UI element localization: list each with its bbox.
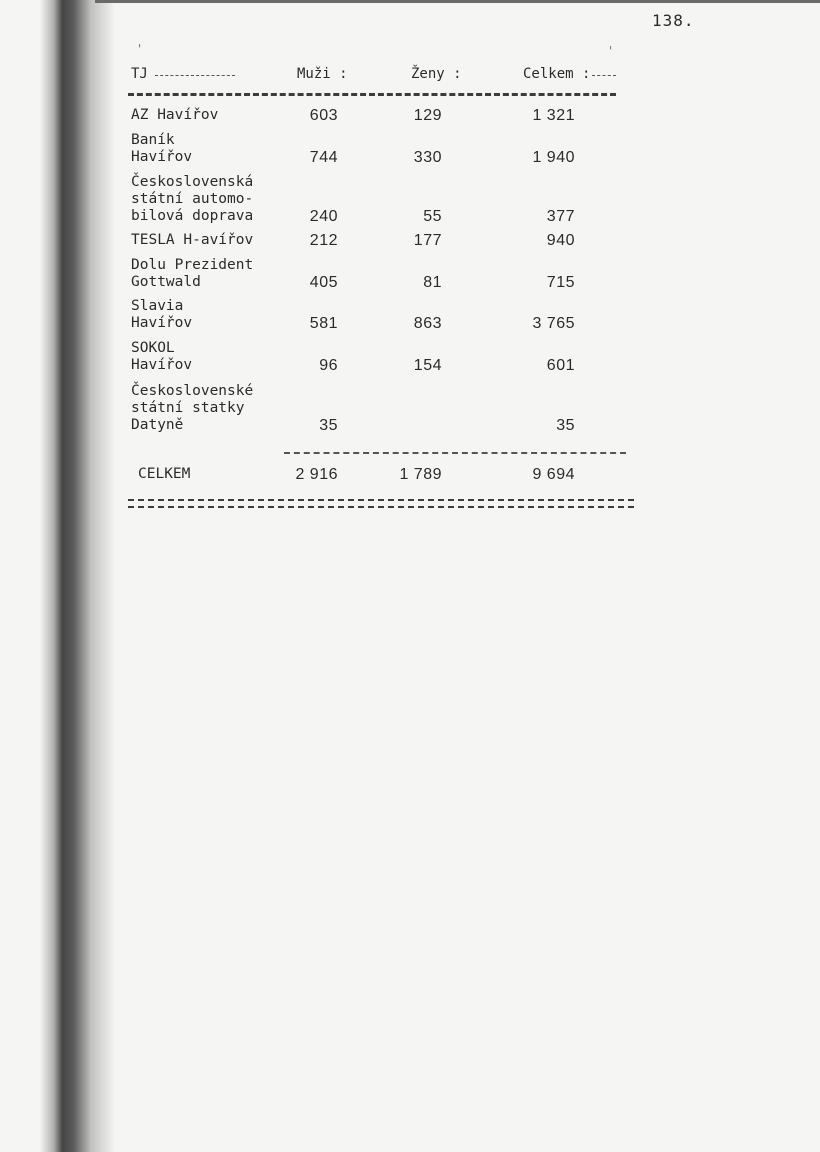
row-celkem: 35 bbox=[556, 417, 575, 434]
row-celkem: 1 940 bbox=[532, 149, 575, 166]
row-celkem: 940 bbox=[546, 232, 575, 249]
header-rule bbox=[128, 93, 616, 96]
row-zeny: 81 bbox=[423, 274, 442, 291]
page-number: 138. bbox=[652, 11, 695, 30]
top-edge-line bbox=[95, 0, 820, 3]
header-celkem: Celkem : bbox=[523, 66, 591, 82]
row-celkem: 715 bbox=[546, 274, 575, 291]
table-row bbox=[0, 257, 820, 291]
row-muzi: 603 bbox=[309, 107, 338, 124]
tick-mark: ' bbox=[136, 42, 144, 56]
header-muzi: Muži : bbox=[297, 66, 348, 82]
row-muzi: 405 bbox=[309, 274, 338, 291]
row-muzi: 96 bbox=[319, 357, 338, 374]
table-row bbox=[0, 232, 820, 249]
row-zeny: 55 bbox=[423, 208, 442, 225]
header-dash bbox=[155, 75, 235, 76]
total-label: CELKEM bbox=[138, 466, 191, 482]
row-celkem: 1 321 bbox=[532, 107, 575, 124]
row-muzi: 35 bbox=[319, 417, 338, 434]
row-muzi: 212 bbox=[309, 232, 338, 249]
row-zeny: 177 bbox=[413, 232, 442, 249]
row-celkem: 377 bbox=[546, 208, 575, 225]
table-row bbox=[0, 298, 820, 332]
row-muzi: 744 bbox=[309, 149, 338, 166]
row-zeny: 129 bbox=[413, 107, 442, 124]
row-tj: Dolu Prezident Gottwald bbox=[131, 257, 254, 290]
header-tj: TJ bbox=[131, 66, 148, 82]
row-muzi: 581 bbox=[309, 315, 338, 332]
row-zeny: 154 bbox=[413, 357, 442, 374]
table-row bbox=[0, 382, 820, 434]
total-zeny: 1 789 bbox=[399, 466, 442, 483]
table-header bbox=[0, 64, 820, 90]
row-tj: Baník Havířov bbox=[131, 132, 193, 165]
bottom-double-rule bbox=[128, 499, 634, 508]
total-celkem: 9 694 bbox=[532, 466, 575, 483]
row-zeny: 863 bbox=[413, 315, 442, 332]
tick-mark: ' bbox=[607, 44, 615, 58]
table-row bbox=[0, 340, 820, 374]
row-celkem: 601 bbox=[546, 357, 575, 374]
total-row bbox=[0, 463, 820, 485]
header-dash bbox=[592, 75, 616, 76]
row-tj: TESLA H-avířov bbox=[131, 232, 254, 248]
row-tj: AZ Havířov bbox=[131, 107, 219, 123]
total-rule bbox=[284, 452, 626, 454]
header-zeny: Ženy : bbox=[411, 66, 462, 82]
row-tj: Československá státní automo- bilová doprava bbox=[131, 174, 254, 224]
row-zeny: 330 bbox=[413, 149, 442, 166]
table-row bbox=[0, 174, 820, 225]
row-muzi: 240 bbox=[309, 208, 338, 225]
table-row bbox=[0, 132, 820, 166]
row-celkem: 3 765 bbox=[532, 315, 575, 332]
row-tj: SOKOL Havířov bbox=[131, 340, 193, 373]
binding-shadow bbox=[40, 0, 115, 1152]
row-tj: Československé státní statky Datyně bbox=[131, 383, 254, 433]
total-muzi: 2 916 bbox=[295, 466, 338, 483]
row-tj: Slavia Havířov bbox=[131, 298, 193, 331]
table-row bbox=[0, 106, 820, 124]
